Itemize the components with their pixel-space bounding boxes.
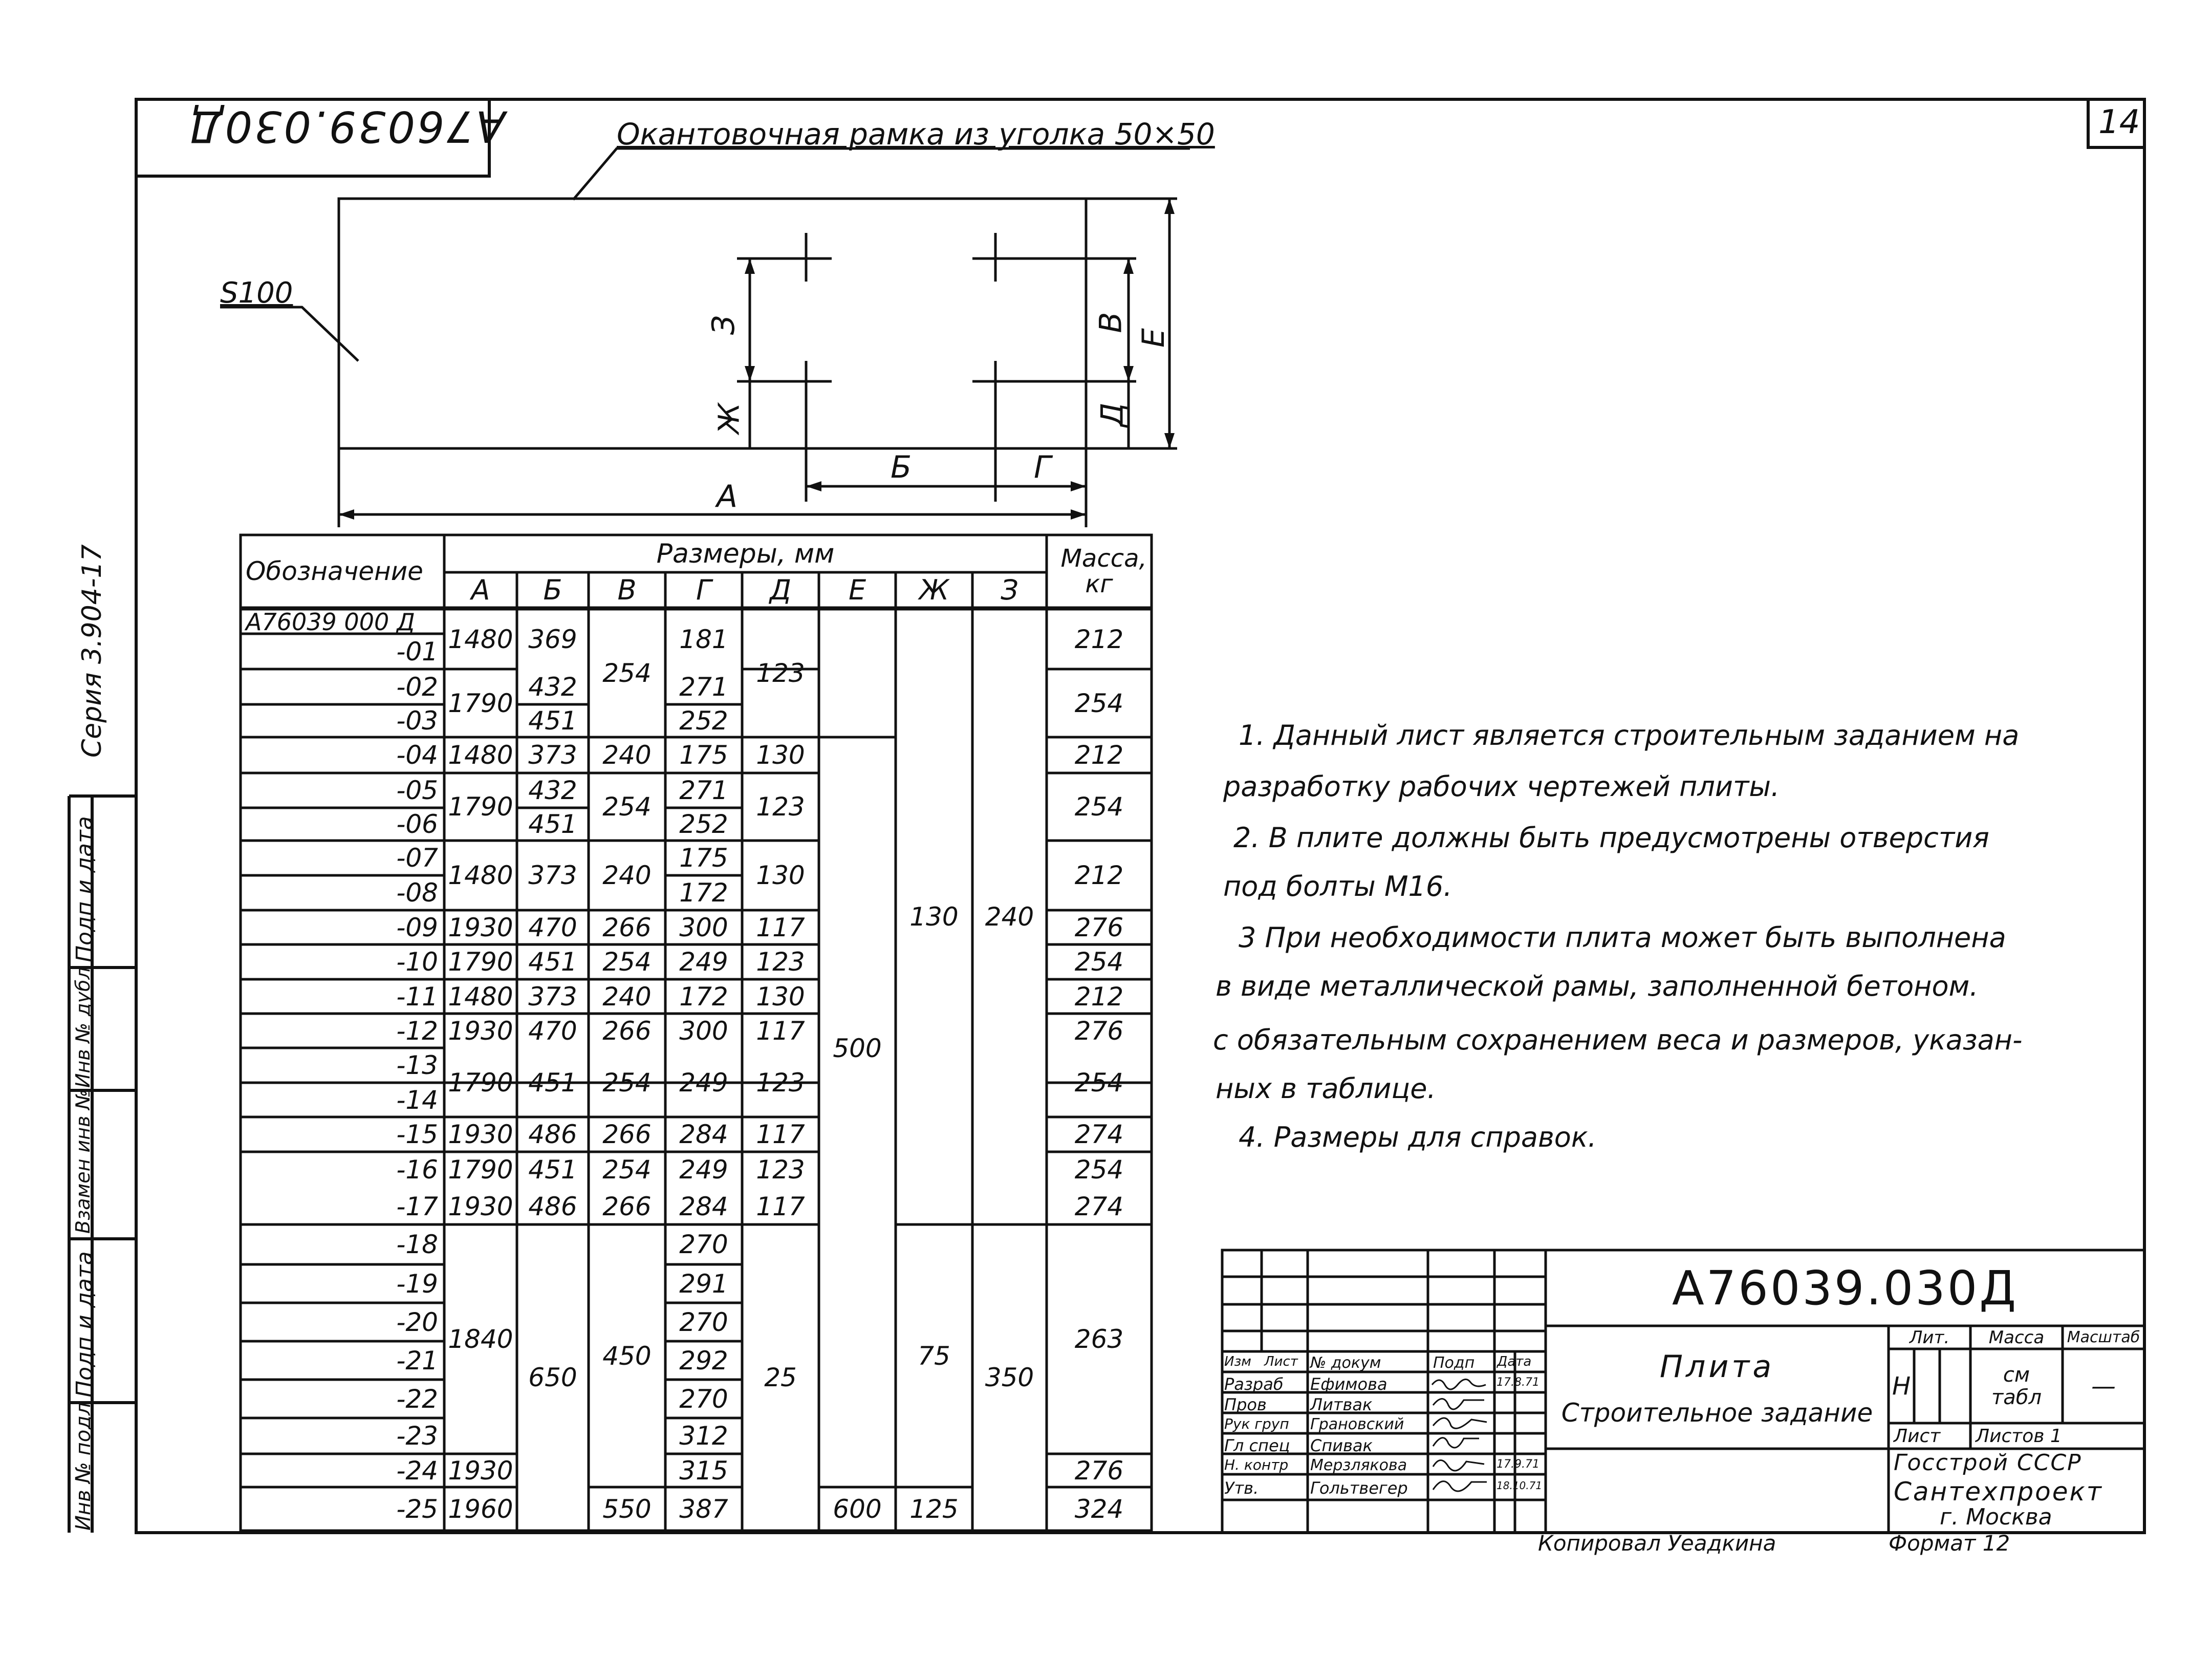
- cell-Z: 350: [985, 1363, 1034, 1392]
- person: Литвак: [1310, 1395, 1373, 1414]
- designation-cell: -06: [396, 809, 438, 839]
- designation-cell: -11: [396, 981, 438, 1012]
- lit-value: Н: [1892, 1371, 1911, 1401]
- hdr-doc: № докум: [1310, 1354, 1381, 1372]
- cell-B: 373: [528, 861, 577, 890]
- cell-D: 130: [756, 861, 805, 890]
- person: Грановский: [1310, 1415, 1404, 1433]
- cell-mass: 212: [1074, 981, 1124, 1012]
- cell-A: 1840: [448, 1324, 513, 1354]
- doc-code-top: A76039.030Д: [187, 101, 506, 152]
- hdr-data: Дата: [1497, 1354, 1532, 1369]
- cell-A: 1960: [448, 1494, 513, 1524]
- copied-by: Копировал Уеадкина: [1538, 1531, 1776, 1556]
- role: Разраб: [1224, 1374, 1284, 1394]
- designation-cell: -03: [396, 706, 438, 736]
- cell-Zh: 75: [918, 1341, 950, 1371]
- note-line: с обязательным сохранением веса и размеров, указан-: [1213, 1024, 2023, 1056]
- person: Спивак: [1310, 1436, 1373, 1455]
- signatures: [1428, 1372, 1494, 1500]
- cell-B: 451: [528, 809, 577, 839]
- dim-label-Z: З: [706, 315, 742, 335]
- cell-mass: 254: [1074, 688, 1124, 718]
- title-name: Плита: [1659, 1349, 1775, 1385]
- header-mass-label: Масса, кг: [1060, 544, 1147, 598]
- cell-G: 175: [679, 843, 728, 873]
- designation-cell: -14: [396, 1085, 438, 1115]
- dim-label-Zh: Ж: [712, 403, 746, 434]
- frame-label: Окантовочная рамка из уголка 50×50: [617, 117, 1215, 152]
- cell-B: 373: [528, 981, 577, 1012]
- cell-G: 284: [679, 1120, 728, 1149]
- cell-A: 1790: [448, 947, 513, 977]
- sheet-number: 14: [2098, 103, 2140, 141]
- note-line: 2. В плите должны быть предусмотрены отверстия: [1233, 822, 1989, 854]
- cell-D: 25: [764, 1363, 797, 1392]
- cell-B: 470: [528, 912, 577, 942]
- cell-D: 117: [756, 1016, 805, 1046]
- cell-V: 240: [602, 981, 652, 1012]
- dim-label-B: Б: [891, 449, 912, 485]
- mass-label: Масса: [1988, 1327, 2045, 1348]
- date: 17.9.71: [1497, 1458, 1539, 1471]
- cell-V: 266: [602, 1192, 652, 1221]
- sheet-label: Лист: [1894, 1425, 1941, 1447]
- scale-label: Масштаб: [2067, 1328, 2140, 1346]
- cell-E: 600: [833, 1494, 882, 1524]
- cell-D: 117: [756, 1120, 805, 1149]
- designation-cell: -08: [396, 878, 438, 908]
- cell-V: 240: [602, 861, 652, 890]
- cell-G: 172: [679, 981, 728, 1012]
- cell-D: 123: [756, 1067, 805, 1098]
- role: Гл спец: [1224, 1436, 1290, 1455]
- cell-A: 1480: [448, 740, 513, 770]
- dim-label-D: Д: [1094, 402, 1131, 427]
- sheets-label: Листов 1: [1976, 1425, 2062, 1447]
- cell-B: 369: [528, 624, 577, 654]
- org-line-2: Сантехпроект: [1894, 1477, 2103, 1507]
- cell-G: 249: [679, 1067, 728, 1098]
- side-vzam-inv: Взамен инв №: [72, 1089, 94, 1234]
- cell-B: 451: [528, 947, 577, 977]
- cell-G: 312: [679, 1421, 728, 1451]
- cell-A: 1930: [448, 1016, 513, 1046]
- cell-V: 266: [602, 1120, 652, 1149]
- cell-mass: 263: [1074, 1324, 1124, 1354]
- cell-G: 284: [679, 1192, 728, 1221]
- cell-V: 254: [602, 792, 652, 822]
- designation-cell: -09: [396, 912, 438, 942]
- cell-G: 172: [679, 878, 728, 908]
- cell-mass: 212: [1074, 740, 1124, 770]
- cell-A: 1480: [448, 861, 513, 890]
- cell-G: 291: [679, 1269, 728, 1299]
- designation-cell: -01: [396, 636, 438, 667]
- note-line: в виде металлической рамы, заполненной бетоном.: [1216, 970, 1979, 1002]
- cell-D: 123: [756, 947, 805, 977]
- header-mass: [1047, 535, 1152, 608]
- cell-mass: 276: [1074, 1016, 1124, 1046]
- cell-G: 270: [679, 1384, 728, 1414]
- cell-A: 1480: [448, 624, 513, 654]
- designation-cell: -12: [396, 1016, 438, 1046]
- cell-E: 500: [833, 1033, 882, 1063]
- cell-mass: 274: [1074, 1120, 1124, 1149]
- designation-cell: -17: [396, 1192, 438, 1221]
- cell-mass: 254: [1074, 792, 1124, 822]
- cell-mass: 212: [1074, 624, 1124, 654]
- cell-A: 1930: [448, 1455, 513, 1486]
- title-subtitle: Строительное задание: [1561, 1398, 1873, 1428]
- designation-cell: -04: [396, 740, 438, 770]
- designation-cell: -05: [396, 776, 438, 805]
- title-code: А76039.030Д: [1672, 1260, 2019, 1316]
- thickness-label: S100: [220, 276, 293, 310]
- cell-G: 292: [679, 1345, 728, 1375]
- cell-G: 249: [679, 1155, 728, 1185]
- designation-cell: -13: [396, 1050, 438, 1080]
- cell-G: 271: [679, 776, 728, 805]
- note-line: 3 При необходимости плита может быть выполнена: [1239, 921, 2006, 954]
- cell-A: 1790: [448, 1067, 513, 1098]
- designation-cell: -02: [396, 672, 438, 702]
- cell-mass: 324: [1074, 1494, 1124, 1524]
- cell-mass: 276: [1074, 1455, 1124, 1486]
- cell-D: 123: [756, 658, 805, 688]
- dim-label-A: А: [717, 479, 738, 514]
- note-line: ных в таблице.: [1216, 1072, 1436, 1105]
- side-inv-dubl: Инв № дубл: [72, 967, 94, 1088]
- designation-cell: -18: [396, 1230, 438, 1259]
- designation-cell: -20: [396, 1307, 438, 1337]
- col-G: Г: [696, 574, 712, 606]
- side-inv-podl: Инв № подл: [72, 1402, 95, 1531]
- header-sizes: Размеры, мм: [656, 538, 835, 569]
- cell-B: 470: [528, 1016, 577, 1046]
- designation-cell: -10: [396, 947, 438, 977]
- cell-mass: 212: [1074, 861, 1124, 890]
- designation-cell: -24: [396, 1455, 438, 1486]
- cell-mass: 254: [1074, 947, 1124, 977]
- col-V: В: [617, 574, 637, 606]
- designation-cell: -25: [396, 1494, 438, 1524]
- cell-A: 1930: [448, 1192, 513, 1221]
- cell-V: 254: [602, 658, 652, 688]
- series-label: Серия 3.904-17: [77, 544, 107, 758]
- cell-B: 373: [528, 740, 577, 770]
- cell-mass: 254: [1074, 1155, 1124, 1185]
- note-line: под болты М16.: [1223, 870, 1452, 902]
- person: Мерзлякова: [1310, 1456, 1407, 1474]
- cell-V: 266: [602, 912, 652, 942]
- side-podp-data-1: Подп и дата: [72, 816, 98, 962]
- dim-label-V: В: [1093, 312, 1129, 333]
- cell-G: 300: [679, 912, 728, 942]
- col-E: Е: [848, 574, 866, 606]
- cell-V: 266: [602, 1016, 652, 1046]
- cell-D: 123: [756, 1155, 805, 1185]
- cell-V: 550: [602, 1494, 652, 1524]
- cell-mass: 276: [1074, 912, 1124, 942]
- cell-A: 1930: [448, 1120, 513, 1149]
- cell-G: 300: [679, 1016, 728, 1046]
- cell-V: 240: [602, 740, 652, 770]
- designation-cell: -15: [396, 1120, 438, 1149]
- cell-B: 451: [528, 706, 577, 736]
- cell-V: 254: [602, 1155, 652, 1185]
- cell-G: 175: [679, 740, 728, 770]
- designation-cell: А76039 000 Д: [246, 608, 415, 636]
- col-Z: З: [1001, 574, 1018, 606]
- cell-D: 117: [756, 1192, 805, 1221]
- cell-G: 271: [679, 672, 728, 702]
- mass-value: [1970, 1349, 2063, 1423]
- cell-G: 387: [679, 1494, 728, 1524]
- cell-V: 450: [602, 1341, 652, 1371]
- cell-B: 451: [528, 1155, 577, 1185]
- cell-D: 130: [756, 981, 805, 1012]
- role: Пров: [1224, 1395, 1267, 1414]
- note-line: 4. Размеры для справок.: [1239, 1121, 1597, 1153]
- cell-B: 486: [528, 1120, 577, 1149]
- cell-G: 252: [679, 809, 728, 839]
- date: 17.8.71: [1497, 1376, 1539, 1389]
- cell-Zh: 125: [909, 1494, 959, 1524]
- date: 18.10.71: [1497, 1479, 1543, 1492]
- cell-G: 249: [679, 947, 728, 977]
- cell-Z: 240: [985, 902, 1034, 932]
- cell-G: 181: [679, 624, 728, 654]
- org-line-3: г. Москва: [1940, 1504, 2052, 1530]
- role: Н. контр: [1224, 1456, 1289, 1473]
- designation-cell: -21: [396, 1345, 438, 1375]
- col-B: Б: [543, 574, 562, 606]
- note-line: разработку рабочих чертежей плиты.: [1223, 770, 1780, 803]
- cell-D: 117: [756, 912, 805, 942]
- cell-D: 130: [756, 740, 805, 770]
- cell-V: 254: [602, 947, 652, 977]
- note-line: 1. Данный лист является строительным заданием на: [1239, 719, 2020, 751]
- designation-cell: -16: [396, 1155, 438, 1185]
- dim-label-E: Е: [1135, 328, 1172, 348]
- designation-cell: -23: [396, 1421, 438, 1451]
- hdr-izm: Изм: [1224, 1354, 1251, 1369]
- mass-value-text: см табл: [1991, 1363, 2042, 1409]
- org-line-1: Госстрой СССР: [1894, 1450, 2082, 1476]
- col-Zh: Ж: [919, 574, 949, 606]
- format-label: Формат 12: [1889, 1531, 2010, 1556]
- dim-label-G: Г: [1034, 449, 1051, 485]
- designation-cell: -07: [396, 843, 438, 873]
- cell-V: 254: [602, 1067, 652, 1098]
- cell-mass: 254: [1074, 1067, 1124, 1098]
- cell-B: 650: [528, 1363, 577, 1392]
- cell-B: 486: [528, 1192, 577, 1221]
- cell-A: 1790: [448, 792, 513, 822]
- cell-Zh: 130: [909, 902, 959, 932]
- cell-G: 270: [679, 1307, 728, 1337]
- side-podp-data-2: Подп и дата: [72, 1251, 98, 1398]
- cell-mass: 274: [1074, 1192, 1124, 1221]
- lit-label: Лит.: [1909, 1327, 1950, 1348]
- person: Гольтвегер: [1310, 1478, 1408, 1498]
- person: Ефимова: [1310, 1374, 1387, 1394]
- cell-A: 1930: [448, 912, 513, 942]
- cell-G: 270: [679, 1230, 728, 1259]
- cell-B: 432: [528, 776, 577, 805]
- hdr-podp: Подп: [1433, 1354, 1475, 1372]
- cell-B: 451: [528, 1067, 577, 1098]
- header-designation: Обозначение: [246, 556, 423, 586]
- cell-A: 1790: [448, 688, 513, 718]
- cell-A: 1790: [448, 1155, 513, 1185]
- role: Утв.: [1224, 1478, 1259, 1498]
- hdr-list: Лист: [1264, 1354, 1298, 1369]
- cell-B: 432: [528, 672, 577, 702]
- cell-G: 252: [679, 706, 728, 736]
- role: Рук груп: [1224, 1415, 1289, 1432]
- cell-D: 123: [756, 792, 805, 822]
- cell-G: 315: [679, 1455, 728, 1486]
- designation-cell: -22: [396, 1384, 438, 1414]
- col-D: Д: [769, 574, 792, 606]
- designation-cell: -19: [396, 1269, 438, 1299]
- scale-value: —: [2091, 1371, 2116, 1401]
- cell-A: 1480: [448, 981, 513, 1012]
- col-A: А: [471, 574, 490, 606]
